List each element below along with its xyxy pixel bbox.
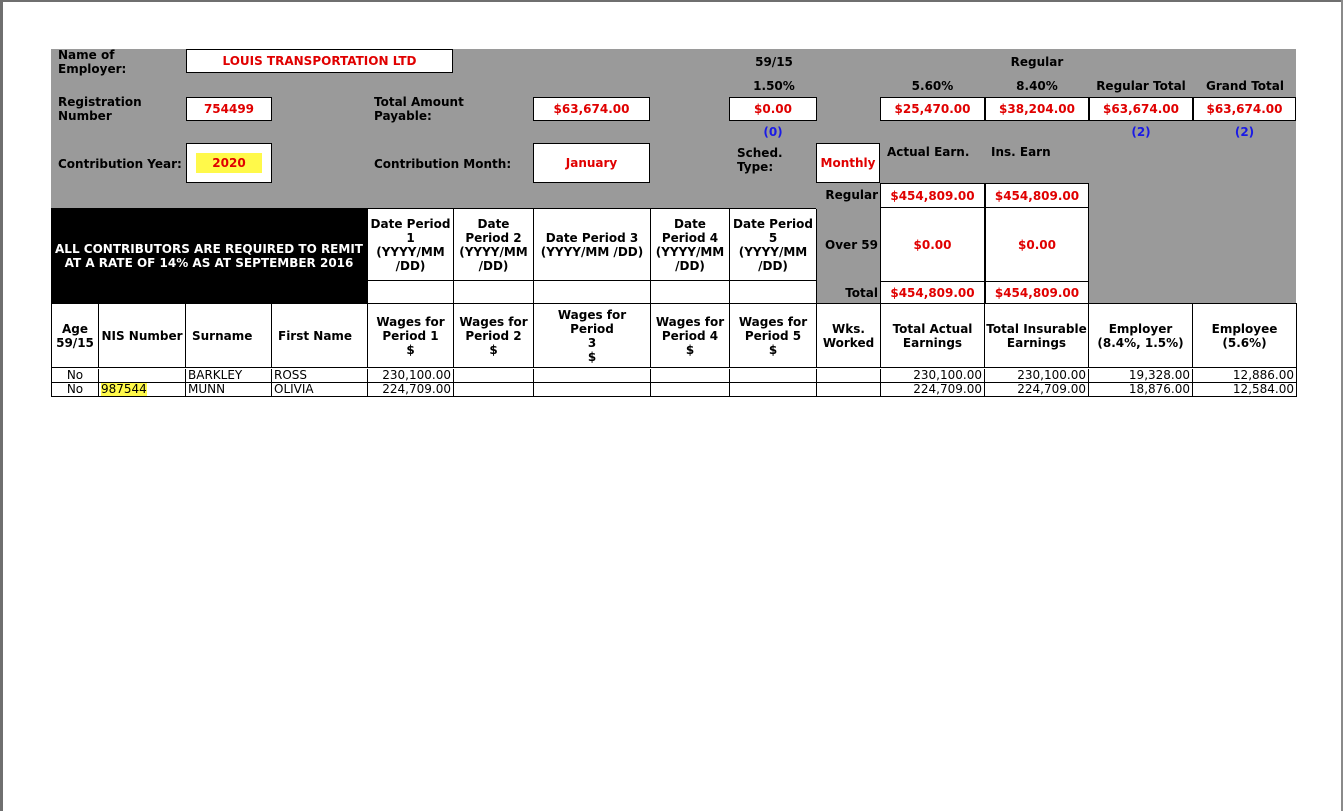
row-wages-2[interactable] (454, 369, 534, 383)
row-first-name[interactable]: OLIVIA (272, 383, 368, 396)
contribution-month-label: Contribution Month: (374, 157, 512, 171)
row-total-insurable: 224,709.00 (985, 383, 1089, 396)
count-regular-total: (2) (1131, 125, 1151, 139)
summary-regular-actual[interactable]: $454,809.00 (880, 183, 985, 208)
row-weeks[interactable] (817, 369, 881, 383)
contribution-year-label: Contribution Year: (58, 157, 182, 171)
row-nis-value: 987544 (101, 383, 147, 396)
rate-560: 5.60% (911, 79, 954, 93)
date-period-4-input[interactable] (651, 281, 730, 303)
table-row[interactable] (52, 369, 1296, 383)
row-surname[interactable]: MUNN (186, 383, 272, 396)
total-payable-field[interactable]: $63,674.00 (533, 97, 650, 121)
row-wages-1[interactable]: 230,100.00 (368, 369, 454, 383)
row-wages-5[interactable] (730, 369, 817, 383)
col-surname: Surname (186, 304, 272, 368)
contribution-year-field[interactable] (186, 143, 272, 183)
date-period-2-input[interactable] (454, 281, 534, 303)
row-total-actual: 230,100.00 (881, 369, 985, 383)
row-age: No (52, 369, 99, 383)
date-period-1-input[interactable] (368, 281, 454, 303)
grand-total-field[interactable]: $63,674.00 (1193, 97, 1296, 121)
window-top-edge (0, 0, 1343, 2)
count-grand-total: (2) (1234, 125, 1255, 139)
row-wages-5[interactable] (730, 383, 817, 396)
employer-name-field[interactable]: LOUIS TRANSPORTATION LTD (186, 49, 453, 73)
col-total-insurable-earnings: Total Insurable Earnings (985, 304, 1089, 368)
registration-label: Registration Number (58, 95, 142, 123)
contribution-year-value: 2020 (196, 153, 261, 173)
row-wages-2[interactable] (454, 383, 534, 396)
table-row[interactable] (52, 383, 1296, 396)
col-wages-4: Wages for Period 4 $ (651, 304, 730, 368)
actual-earn-label: Actual Earn. (887, 145, 970, 159)
grand-total-header: Grand Total (1206, 79, 1284, 93)
row-employer: 19,328.00 (1089, 369, 1193, 383)
row-wages-1[interactable]: 224,709.00 (368, 383, 454, 396)
window-left-edge (0, 0, 3, 811)
registration-field[interactable]: 754499 (186, 97, 272, 121)
row-nis[interactable] (99, 383, 186, 396)
col-wages-5: Wages for Period 5 $ (730, 304, 817, 368)
date-period-2-header: Date Period 2 (YYYY/MM /DD) (454, 209, 534, 281)
value-560-field[interactable]: $25,470.00 (880, 97, 985, 121)
summary-total-actual[interactable]: $454,809.00 (880, 281, 985, 304)
summary-over59-ins[interactable]: $0.00 (985, 207, 1089, 282)
employer-name-label: Name of Employer: (58, 48, 127, 76)
date-period-4-header: Date Period 4 (YYYY/MM /DD) (651, 209, 730, 281)
row-wages-3[interactable] (534, 383, 651, 396)
col-age: Age 59/15 (52, 304, 99, 368)
col-employer: Employer (8.4%, 1.5%) (1089, 304, 1193, 368)
summary-regular-label: Regular (825, 188, 878, 202)
regular-total-header: Regular Total (1096, 79, 1186, 93)
summary-over59-actual[interactable]: $0.00 (880, 207, 985, 282)
date-period-3-input[interactable] (534, 281, 651, 303)
row-surname[interactable]: BARKLEY (186, 369, 272, 383)
summary-total-ins[interactable]: $454,809.00 (985, 281, 1089, 304)
ins-earn-label: Ins. Earn (991, 145, 1051, 159)
row-age: No (52, 383, 99, 396)
col-employee: Employee (5.6%) (1193, 304, 1296, 368)
row-first-name[interactable]: ROSS (272, 369, 368, 383)
rate-840: 8.40% (1016, 79, 1058, 93)
row-employee: 12,886.00 (1232, 369, 1294, 382)
rate-150: 1.50% (753, 79, 795, 93)
date-period-3-header: Date Period 3 (YYYY/MM /DD) (534, 209, 651, 281)
col-wages-2: Wages for Period 2 $ (454, 304, 534, 368)
row-nis[interactable] (99, 369, 186, 383)
contribution-month-field[interactable]: January (533, 143, 650, 183)
value-840-field[interactable]: $38,204.00 (985, 97, 1089, 121)
row-weeks[interactable] (817, 383, 881, 396)
summary-regular-ins[interactable]: $454,809.00 (985, 183, 1089, 208)
col-first-name: First Name (272, 304, 368, 368)
sched-type-field[interactable]: Monthly (816, 143, 880, 183)
col-nis-number: NIS Number (99, 304, 186, 368)
summary-total-label: Total (845, 286, 878, 300)
date-period-1-header: Date Period 1 (YYYY/MM /DD) (368, 209, 454, 281)
remittance-notice: ALL CONTRIBUTORS ARE REQUIRED TO REMIT AT A RATE OF 14% AS AT SEPTEMBER 2016 (51, 208, 367, 304)
row-total-actual: 224,709.00 (881, 383, 985, 396)
row-employer: 18,876.00 (1089, 383, 1193, 396)
summary-over59-label: Over 59 (825, 238, 878, 252)
rate-5915-header: 59/15 (755, 55, 793, 69)
row-wages-4[interactable] (651, 369, 730, 383)
date-period-5-header: Date Period 5 (YYYY/MM /DD) (730, 209, 817, 281)
row-wages-4[interactable] (651, 383, 730, 396)
col-weeks-worked: Wks. Worked (817, 304, 881, 368)
col-wages-1: Wages for Period 1 $ (368, 304, 454, 368)
count-5915: (0) (763, 125, 783, 139)
row-employee: 12,584.00 (1232, 383, 1294, 396)
regular-header: Regular (1010, 55, 1064, 69)
value-5915-field[interactable]: $0.00 (729, 97, 817, 121)
col-wages-3: Wages for Period 3 $ (534, 304, 651, 368)
col-total-actual-earnings: Total Actual Earnings (881, 304, 985, 368)
sched-type-label: Sched. Type: (737, 146, 783, 174)
total-payable-label: Total Amount Payable: (374, 95, 464, 123)
row-total-insurable: 230,100.00 (985, 369, 1089, 383)
row-wages-3[interactable] (534, 369, 651, 383)
regular-total-field[interactable]: $63,674.00 (1089, 97, 1193, 121)
date-period-5-input[interactable] (730, 281, 817, 303)
